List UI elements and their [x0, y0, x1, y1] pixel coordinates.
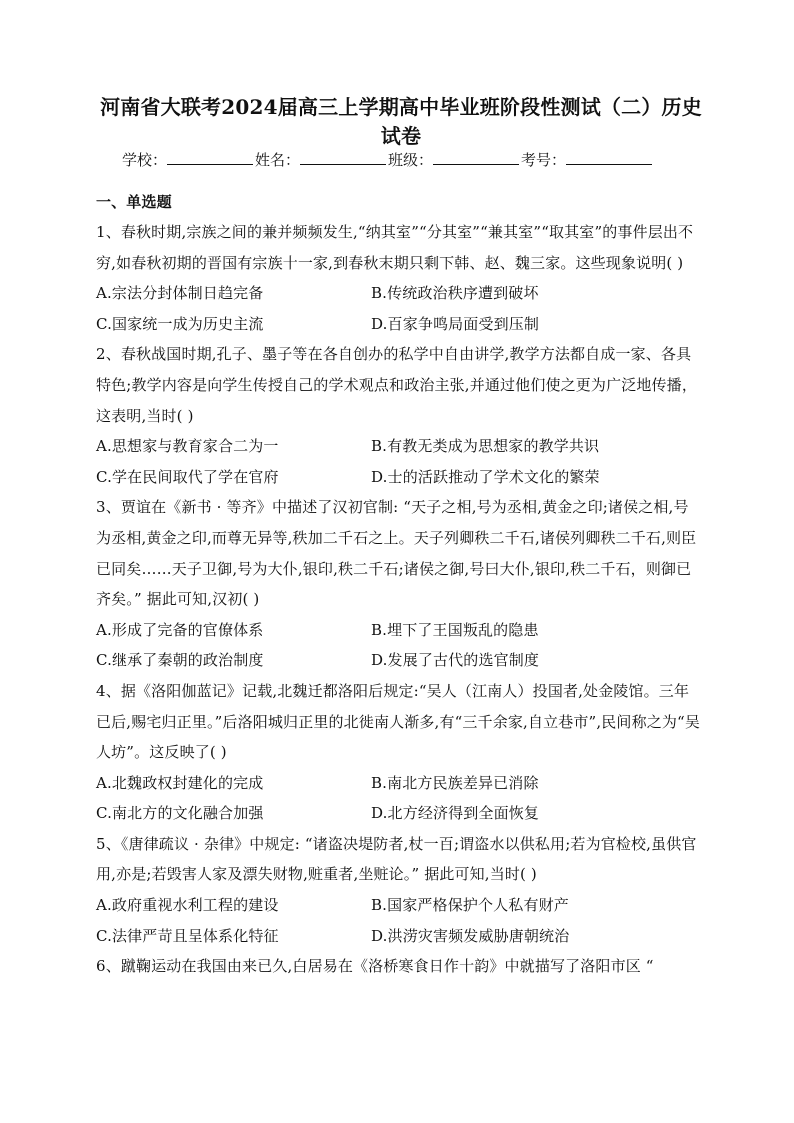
page-title: 河南省大联考2024届高三上学期高中毕业班阶段性测试（二）历史试卷 [100, 95, 702, 148]
name-blank[interactable] [300, 150, 386, 165]
option-grid [96, 768, 702, 829]
student-info-line [122, 149, 654, 171]
option-c[interactable]: C.国家统一成为历史主流 [96, 314, 264, 333]
question-6 [96, 951, 702, 982]
questions-area [96, 192, 702, 982]
option-b[interactable]: B.有教无类成为思想家的教学共识 [371, 437, 600, 456]
option-d[interactable]: D.发展了古代的选官制度 [371, 651, 540, 670]
option-b[interactable]: B.埋下了王国叛乱的隐患 [371, 620, 539, 639]
option-grid [96, 890, 702, 951]
class-label: 班级： [388, 151, 434, 169]
class-blank[interactable] [433, 150, 519, 165]
option-c[interactable]: C.学在民间取代了学在官府 [96, 467, 279, 486]
question-5 [96, 829, 702, 951]
question-text: 1、春秋时期,宗族之间的兼并频频发生,“纳其室”“分其室”“兼其室”“取其室”的事件层出不穷,如春秋初期的晋国有宗族十一家,到春秋末期只剩下韩、赵、魏三家。这些现象说明( ) [96, 223, 694, 272]
option-grid [96, 278, 702, 339]
question-list [96, 217, 702, 982]
school-label: 学校： [122, 151, 168, 169]
option-b[interactable]: B.南北方民族差异已消除 [371, 773, 539, 792]
exam-number-blank[interactable] [566, 150, 652, 165]
option-d[interactable]: D.洪涝灾害频发威胁唐朝统治 [371, 926, 570, 945]
option-c[interactable]: C.南北方的文化融合加强 [96, 804, 264, 823]
option-d[interactable]: D.士的活跃推动了学术文化的繁荣 [371, 467, 600, 486]
option-c[interactable]: C.法律严苛且呈体系化特征 [96, 926, 279, 945]
section-heading: 一、单选题 [96, 193, 172, 211]
question-text: 2、春秋战国时期,孔子、墨子等在各自创办的私学中自由讲学,教学方法都自成一家、各具特色;教学内容是向学生传授自己的学术观点和政治主张,并通过他们使之更为广泛地传播，这表明,当时( ) [96, 345, 697, 425]
option-d[interactable]: D.北方经济得到全面恢复 [371, 804, 540, 823]
option-b[interactable]: B.传统政治秩序遭到破坏 [371, 284, 539, 303]
question-text: 6、蹴鞠运动在我国由来已久,白居易在《洛桥寒食日作十韵》中就描写了洛阳市区 “ [96, 957, 654, 976]
question-4 [96, 676, 702, 829]
question-text: 3、贾谊在《新书 · 等齐》中描述了汉初官制: “天子之相,号为丞相,黄金之印;诸侯之相,号为丞相,黄金之印,而尊无异等,秩加二千石之上。天子列卿秩二千石,诸侯列卿秩二千石,则臣已同矣……天子卫御,号为大仆,银印,秩二千石;诸侯之御,号曰大仆,银印,秩二千石，则御已齐矣。” 据此可知,汉初( ) [96, 498, 697, 609]
option-grid [96, 431, 702, 492]
option-a[interactable]: A.宗法分封体制日趋完备 [96, 284, 264, 303]
option-grid [96, 615, 702, 676]
option-b[interactable]: B.国家严格保护个人私有财产 [371, 896, 569, 915]
option-a[interactable]: A.北魏政权封建化的完成 [96, 773, 264, 792]
name-label: 姓名： [255, 151, 301, 169]
question-2 [96, 339, 702, 492]
option-a[interactable]: A.政府重视水利工程的建设 [96, 896, 279, 915]
question-1 [96, 217, 702, 339]
question-text: 5、《唐律疏议 · 杂律》中规定: “诸盗决堤防者,杖一百;谓盗水以供私用;若为官检校,虽供官用,亦是;若毁害人家及漂失财物,赃重者,坐赃论。” 据此可知,当时( ) [96, 834, 697, 884]
question-text: 4、据《洛阳伽蓝记》记载,北魏迁都洛阳后规定:“吴人（江南人）投国者,处金陵馆。三年已后,赐宅归正里。”后洛阳城归正里的北徙南人渐多,有“三千余家,自立巷市”,民间称之为“吴人坊”。这反映了( ) [96, 681, 700, 762]
school-blank[interactable] [167, 150, 253, 165]
option-c[interactable]: C.继承了秦朝的政治制度 [96, 651, 264, 670]
option-a[interactable]: A.形成了完备的官僚体系 [96, 620, 264, 639]
option-d[interactable]: D.百家争鸣局面受到压制 [371, 314, 540, 333]
exam-number-label: 考号： [521, 151, 567, 169]
question-3 [96, 492, 702, 676]
option-a[interactable]: A.思想家与教育家合二为一 [96, 437, 279, 456]
